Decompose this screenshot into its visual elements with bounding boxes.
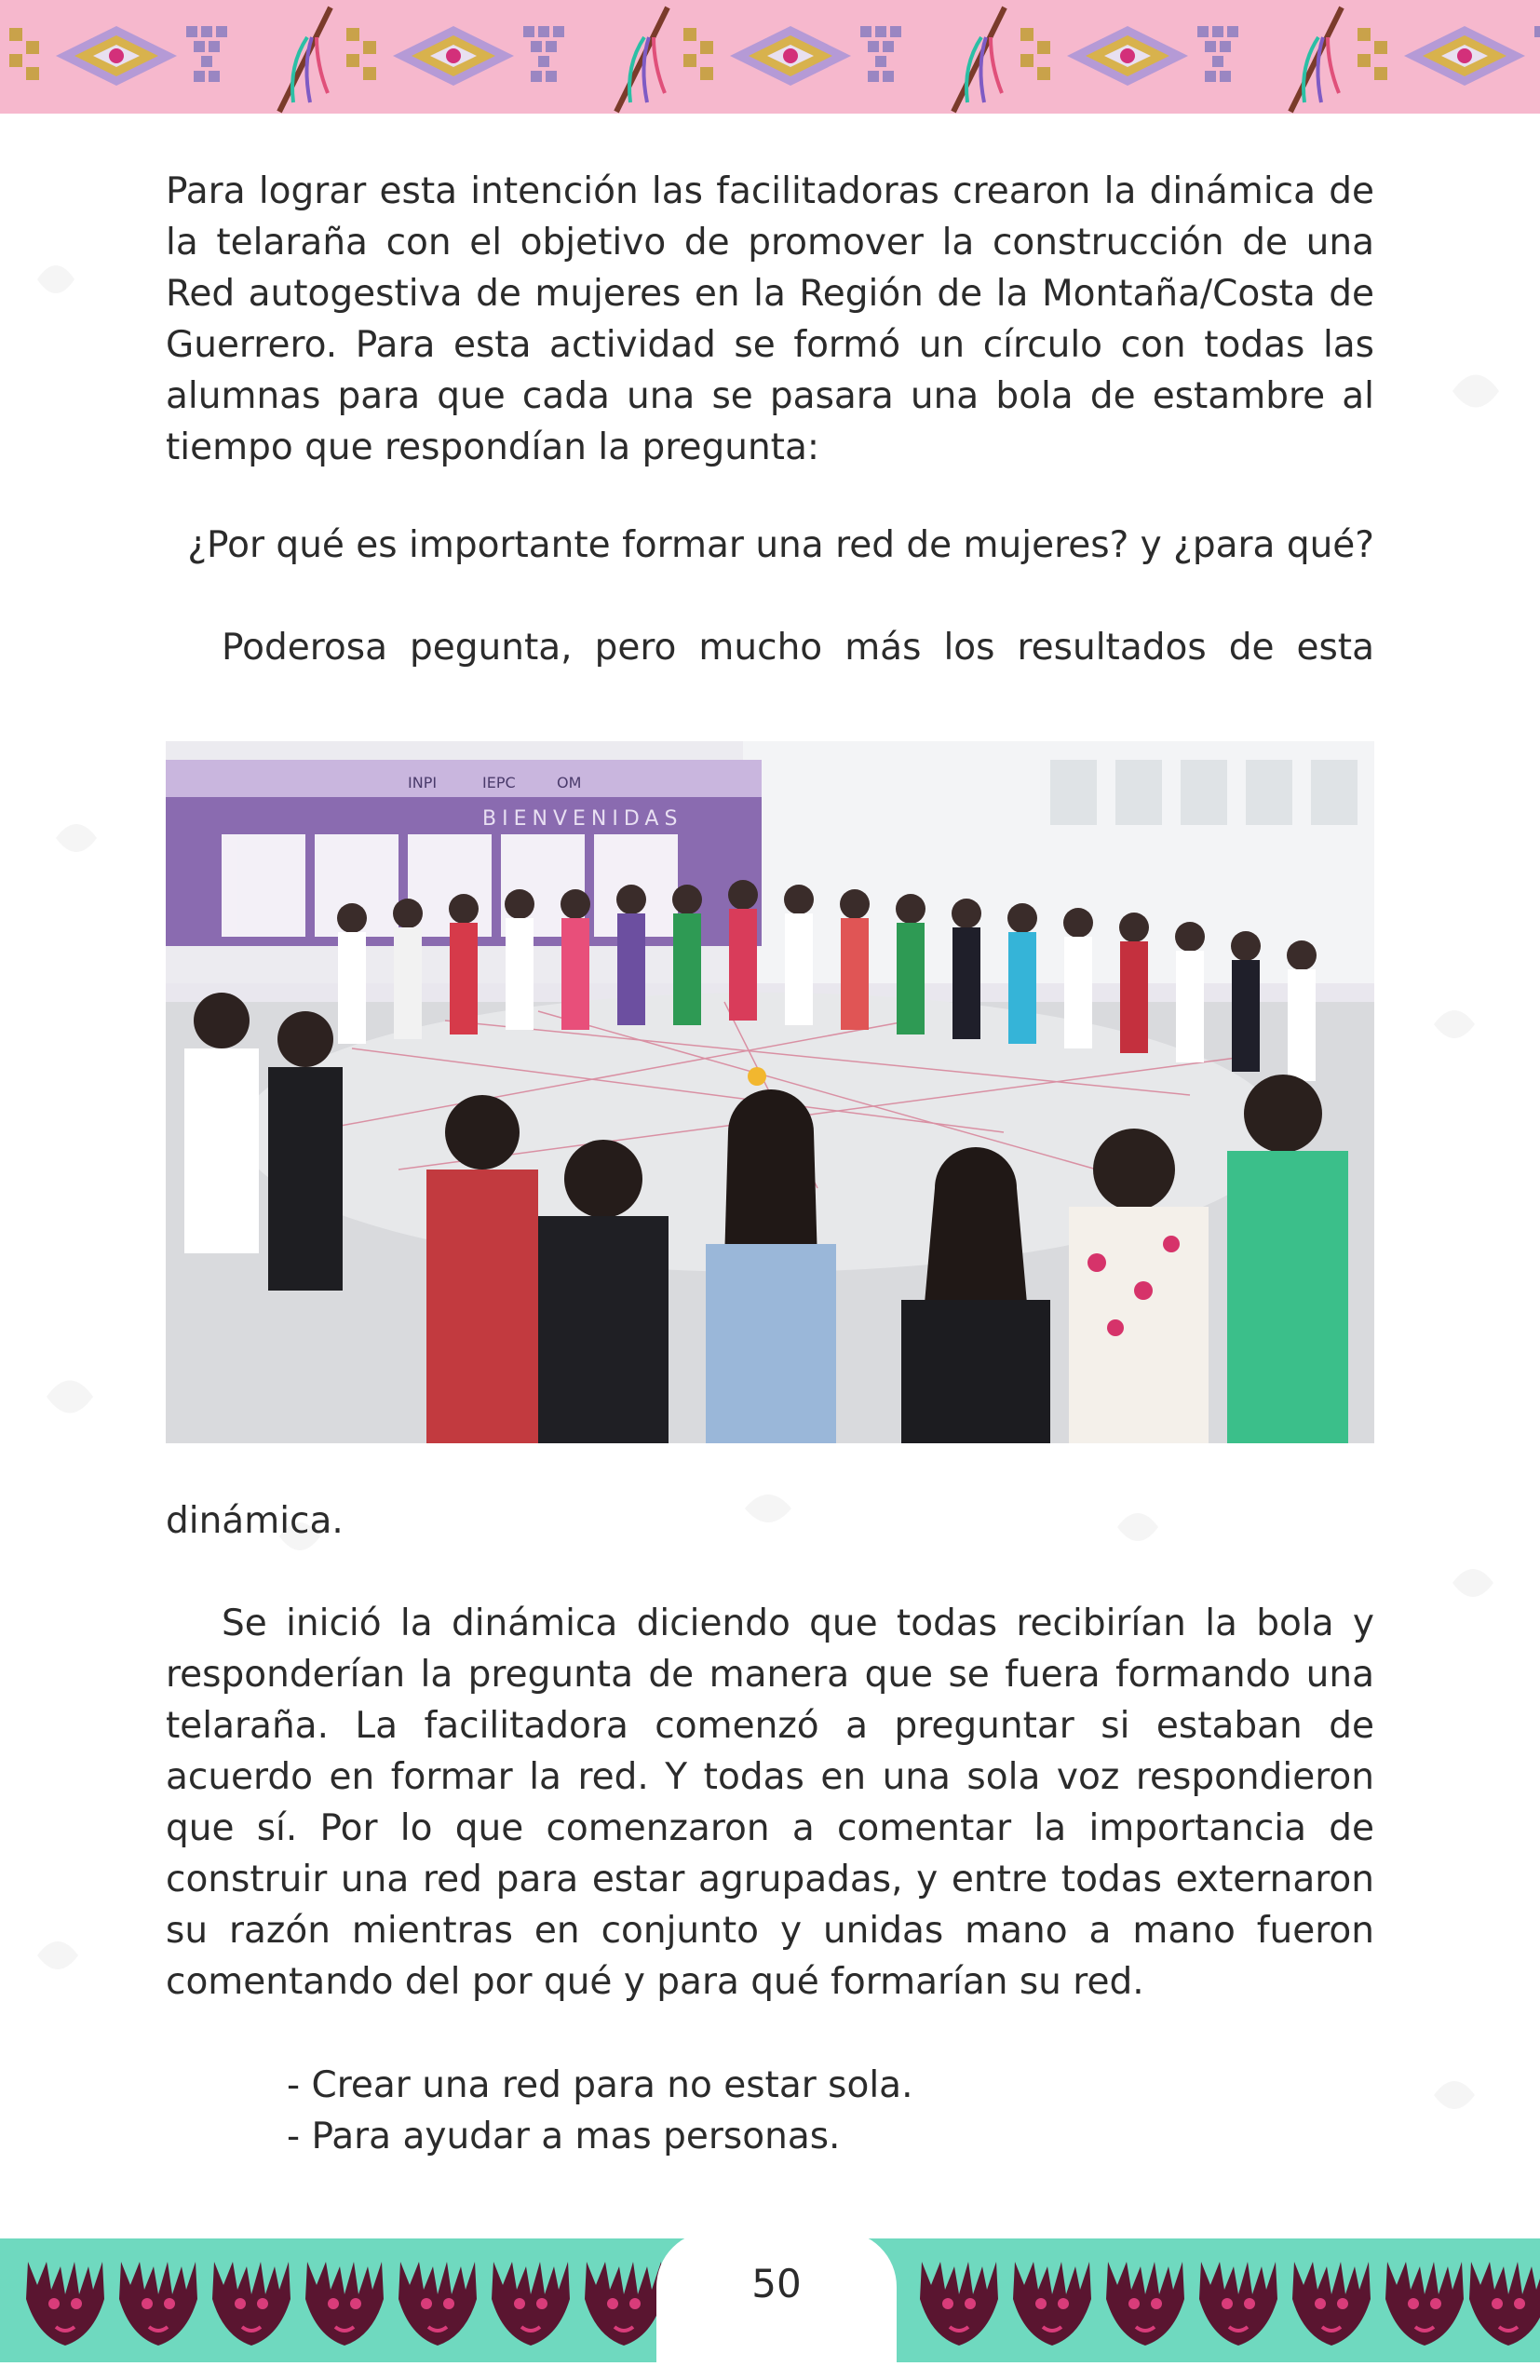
page-number: 50: [751, 2261, 802, 2306]
banner-logo-inpi: INPI: [408, 774, 438, 791]
paragraph-powerful-question: Poderosa pegunta, pero mucho más los resultados de esta: [222, 627, 1374, 669]
article-body: [166, 166, 1374, 473]
paragraph-dynamic-end: dinámica.: [166, 1500, 344, 1542]
banner-logo-om: OM: [557, 774, 582, 791]
banner-logo-iepc: IEPC: [482, 774, 516, 791]
bullet-item: - Para ayudar a mas personas.: [287, 2116, 841, 2157]
bullet-item: - Crear una red para no estar sola.: [287, 2064, 913, 2106]
top-decorative-band: [0, 0, 1540, 114]
banner-text: BIENVENIDAS: [482, 807, 683, 831]
bullet-list: [287, 2060, 912, 2162]
group-photo: [166, 741, 1374, 1443]
embroidery-pattern-icon: [0, 0, 1540, 114]
question-line: ¿Por qué es importante formar una red de mujeres? y ¿para qué?: [187, 524, 1374, 566]
paragraph-intro: Para lograr esta intención las facilitadoras crearon la dinámica de la telaraña con el objetivo de promover la construcción de una Red autogestiva de mujeres en la Región de la Montaña/Costa de Guerrero. Para esta actividad se formó un círculo con todas las alumnas para que cada una se pasara una bola de estambre al tiempo que respondían la pregunta:: [166, 170, 1374, 468]
paragraph-dynamic-description: Se inició la dinámica diciendo que todas recibirían la bola y responderían la pregunta de manera que se fuera formando una telaraña. La facilitadora comenzó a preguntar si estaban de acuerdo en formar la red. Y todas en una sola voz respondieron que sí. Por lo que comenzaron a comentar la importancia de construir una red para estar agrupadas, y entre todas externaron su razón mientras en conjunto y unidas mano a mano fueron comentando del por qué y para qué formarían su red.: [166, 1602, 1374, 2003]
